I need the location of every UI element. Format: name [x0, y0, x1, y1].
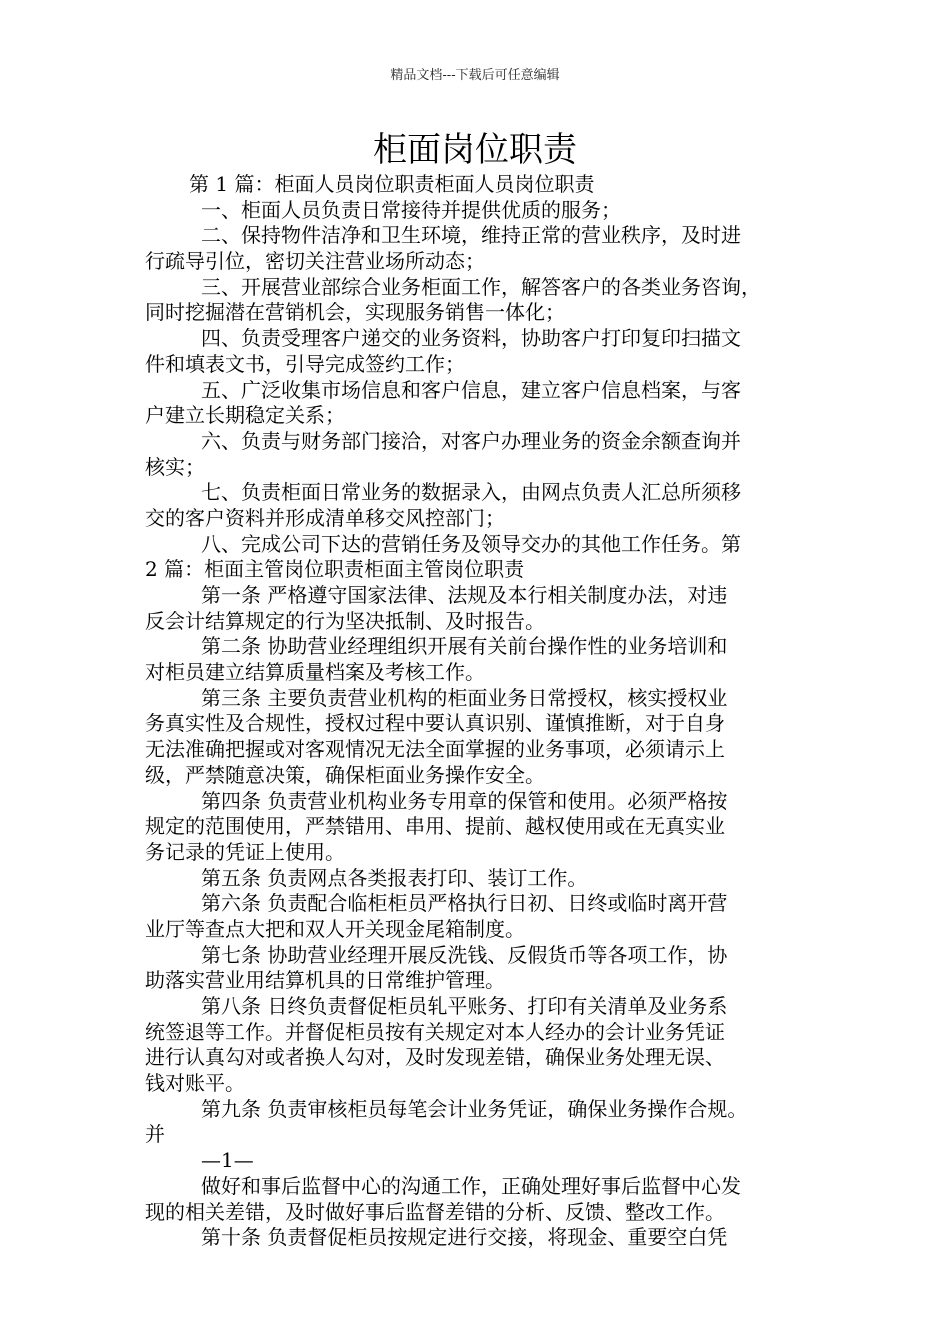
- header-note: 精品文档---下载后可任意编辑: [390, 68, 560, 83]
- text-line: 统签退等工作。并督促柜员按有关规定对本人经办的会计业务凭证: [145, 1019, 725, 1044]
- text-line: 一、柜面人员负责日常接待并提供优质的服务；: [201, 197, 621, 222]
- text-line: 第六条 负责配合临柜柜员严格执行日初、日终或临时离开营: [201, 891, 728, 916]
- text-line: 交的客户资料并形成清单移交风控部门；: [145, 505, 505, 530]
- text-line: 反会计结算规定的行为坚决抵制、及时报告。: [145, 608, 545, 633]
- text-line: 同时挖掘潜在营销机会，实现服务销售一体化；: [145, 300, 565, 325]
- text-line: 核实；: [145, 454, 205, 479]
- text-line: 业厅等查点大把和双人开关现金尾箱制度。: [145, 916, 525, 941]
- text-line: —1—: [201, 1148, 254, 1173]
- text-line: 五、广泛收集市场信息和客户信息，建立客户信息档案，与客: [201, 377, 741, 402]
- text-line: 第十条 负责督促柜员按规定进行交接，将现金、重要空白凭: [201, 1225, 728, 1250]
- text-line: 第 1 篇：柜面人员岗位职责柜面人员岗位职责: [189, 172, 595, 196]
- text-line: 规定的范围使用，严禁错用、串用、提前、越权使用或在无真实业: [145, 814, 725, 839]
- text-line: 六、负责与财务部门接洽，对客户办理业务的资金余额查询并: [201, 428, 741, 453]
- text-line: 四、负责受理客户递交的业务资料，协助客户打印复印扫描文: [201, 326, 741, 351]
- text-line: 做好和事后监督中心的沟通工作，正确处理好事后监督中心发: [201, 1173, 741, 1198]
- text-line: 行疏导引位，密切关注营业场所动态；: [145, 249, 485, 274]
- text-line: 户建立长期稳定关系；: [145, 403, 345, 428]
- text-line: 2 篇：柜面主管岗位职责柜面主管岗位职责: [145, 557, 525, 582]
- text-line: 七、负责柜面日常业务的数据录入，由网点负责人汇总所须移: [201, 480, 741, 505]
- text-line: 并: [145, 1122, 165, 1147]
- text-line: 件和填表文书，引导完成签约工作；: [145, 351, 465, 376]
- document-body: [145, 172, 815, 1251]
- text-line: 第八条 日终负责督促柜员轧平账务、打印有关清单及业务系: [201, 994, 728, 1018]
- text-line: 无法准确把握或对客观情况无法全面掌握的业务事项，必须请示上: [145, 737, 725, 762]
- text-line: 级，严禁随意决策，确保柜面业务操作安全。: [145, 762, 545, 787]
- text-line: 务记录的凭证上使用。: [145, 839, 345, 864]
- text-line: 第九条 负责审核柜员每笔会计业务凭证，确保业务操作合规。: [201, 1096, 748, 1121]
- text-line: 第七条 协助营业经理开展反洗钱、反假货币等各项工作，协: [201, 942, 728, 967]
- text-line: 第一条 严格遵守国家法律、法规及本行相关制度办法，对违: [201, 583, 728, 607]
- text-line: 第二条 协助营业经理组织开展有关前台操作性的业务培训和: [201, 634, 728, 659]
- text-line: 第五条 负责网点各类报表打印、装订工作。: [201, 865, 588, 890]
- text-line: 三、开展营业部综合业务柜面工作，解答客户的各类业务咨询，: [201, 274, 761, 299]
- text-line: 助落实营业用结算机具的日常维护管理。: [145, 968, 505, 993]
- document-title: 柜面岗位职责: [373, 130, 577, 170]
- text-line: 八、完成公司下达的营销任务及领导交办的其他工作任务。第: [201, 531, 741, 556]
- text-line: 二、保持物件洁净和卫生环境，维持正常的营业秩序，及时进: [201, 223, 741, 248]
- text-line: 钱对账平。: [145, 1071, 245, 1096]
- text-line: 现的相关差错，及时做好事后监督差错的分析、反馈、整改工作。: [145, 1199, 725, 1224]
- text-line: 第四条 负责营业机构业务专用章的保管和使用。必须严格按: [201, 788, 728, 813]
- text-line: 对柜员建立结算质量档案及考核工作。: [145, 660, 485, 685]
- text-line: 第三条 主要负责营业机构的柜面业务日常授权，核实授权业: [201, 685, 728, 710]
- text-line: 务真实性及合规性，授权过程中要认真识别、谨慎推断，对于自身: [145, 711, 725, 736]
- text-line: 进行认真勾对或者换人勾对，及时发现差错，确保业务处理无误、: [145, 1045, 725, 1070]
